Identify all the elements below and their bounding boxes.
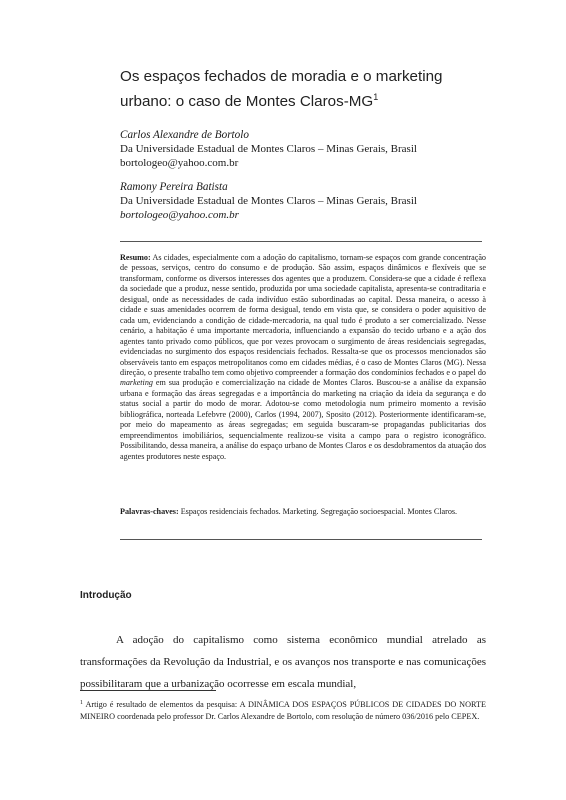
keywords-label: Palavras-chaves: (120, 507, 179, 516)
abstract-label: Resumo: (120, 253, 151, 262)
keywords (120, 507, 486, 517)
abstract-text-1: As cidades, especialmente com a adoção do capitalismo, tornam-se espaços com grande concentração de pessoas, serviços, centro do consumo e de produção. São assim, espaços dinâmicos e flexíveis que se transformam, conforme os diversos interesses dos agentes que a produzem. Considera-se que a cidade é reflexa da sociedade que a produz, nesse sentido, produzida por uma sociedade capitalista, apresenta-se contraditaria e desigual, onde as necessidades de cada indivíduo estão subordinadas ao capital. Dessa maneira, o acesso à cidade e suas amenidades ocorrem de forma desigual, tendo em vista que, se considera o poder aquisitivo de cada um, evidenciando a condição de cidade-mercadoria, na qual tudo é produto a ser comercializado. Nesse cenário, a habitação é uma importante mercadoria, influenciando a expansão do tecido urbano e a ação dos agentes tanto privado como públicos, que por vezes provocam o surgimento de áreas residenciais segregadas, evidenciadas no surgimento dos espaços residenciais fechados. Ressalta-se que os processos mencionados são observáveis tanto em espaços metropolitanos como em cidades médias, é o caso de Montes Claros (MG). Nessa direção, o presente trabalho tem como objetivo compreender a formação dos condomínios fechados e o papel do (120, 253, 486, 377)
keywords-text: Espaços residenciais fechados. Marketing. Segregação socioespacial. Montes Claros. (180, 507, 458, 516)
abstract-italic-term: marketing (120, 378, 153, 388)
author-email: bortologeo@yahoo.com.br (120, 157, 239, 169)
author-block-2 (120, 180, 490, 222)
abstract-text-2: em sua produção e comercialização na cidade de Montes Claros. Buscou-se a análise da expansão urbana e formação das áreas segregadas e a importância do marketing na criação da ideia da segurança e do status social a partir do modo de morar. Adotou-se como metodologia num primeiro momento a revisão bibliográfica, norteada Lefebvre (2000), Carlos (1994, 2007), Sposito (2012). Posteriormente identificaram-se, por meio do mapeamento as áreas segregadas; em seguida buscaram-se propagandas publicitarias dos empreendimentos imobiliários, sequencialmente realizou-se visita a campo para o registro iconográfico. Possibilitando, dessa maneira, a análise do espaço urbano de Montes Claros e os desdobramentos da atuação dos agentes produtores neste espaço. (120, 378, 487, 461)
author-block-1 (120, 128, 490, 170)
title-line-1: Os espaços fechados de moradia e o marketing (120, 68, 443, 85)
author-affiliation: Da Universidade Estadual de Montes Claros – Minas Gerais, Brasil (120, 195, 417, 207)
title-footnote-mark: 1 (373, 92, 379, 102)
footnote (80, 697, 486, 723)
author-email: bortologeo@yahoo.com.br (120, 209, 239, 221)
author-affiliation: Da Universidade Estadual de Montes Claros – Minas Gerais, Brasil (120, 143, 417, 155)
author-name: Ramony Pereira Batista (120, 181, 228, 193)
intro-paragraph (80, 629, 486, 695)
footnote-mark: 1 (80, 700, 83, 706)
intro-paragraph-text: A adoção do capitalismo como sistema econômico mundial atrelado as transformações da Revolução da Industrial, e os avanços nos transporte e nas comunicações possibilitaram que a urbanização ocorresse em escala mundial, (80, 634, 486, 690)
abstract (120, 253, 486, 462)
footnote-text: Artigo é resultado de elementos da pesquisa: A DINÂMICA DOS ESPAÇOS PÚBLICOS DE CIDADES DO NORTE MINEIRO coordenada pelo professor Dr. Carlos Alexandre de Bortolo, com resolução de número 036/2016 pelo CEPEX. (80, 700, 486, 721)
footnote-rule (80, 690, 216, 691)
paper-title (120, 66, 490, 112)
abstract-bottom-rule (120, 539, 482, 540)
author-name: Carlos Alexandre de Bortolo (120, 129, 249, 141)
title-line-2 (120, 87, 490, 112)
title-line-2-text: urbano: o caso de Montes Claros-MG (120, 93, 374, 110)
abstract-top-rule (120, 241, 482, 242)
section-heading: Introdução (80, 590, 132, 601)
